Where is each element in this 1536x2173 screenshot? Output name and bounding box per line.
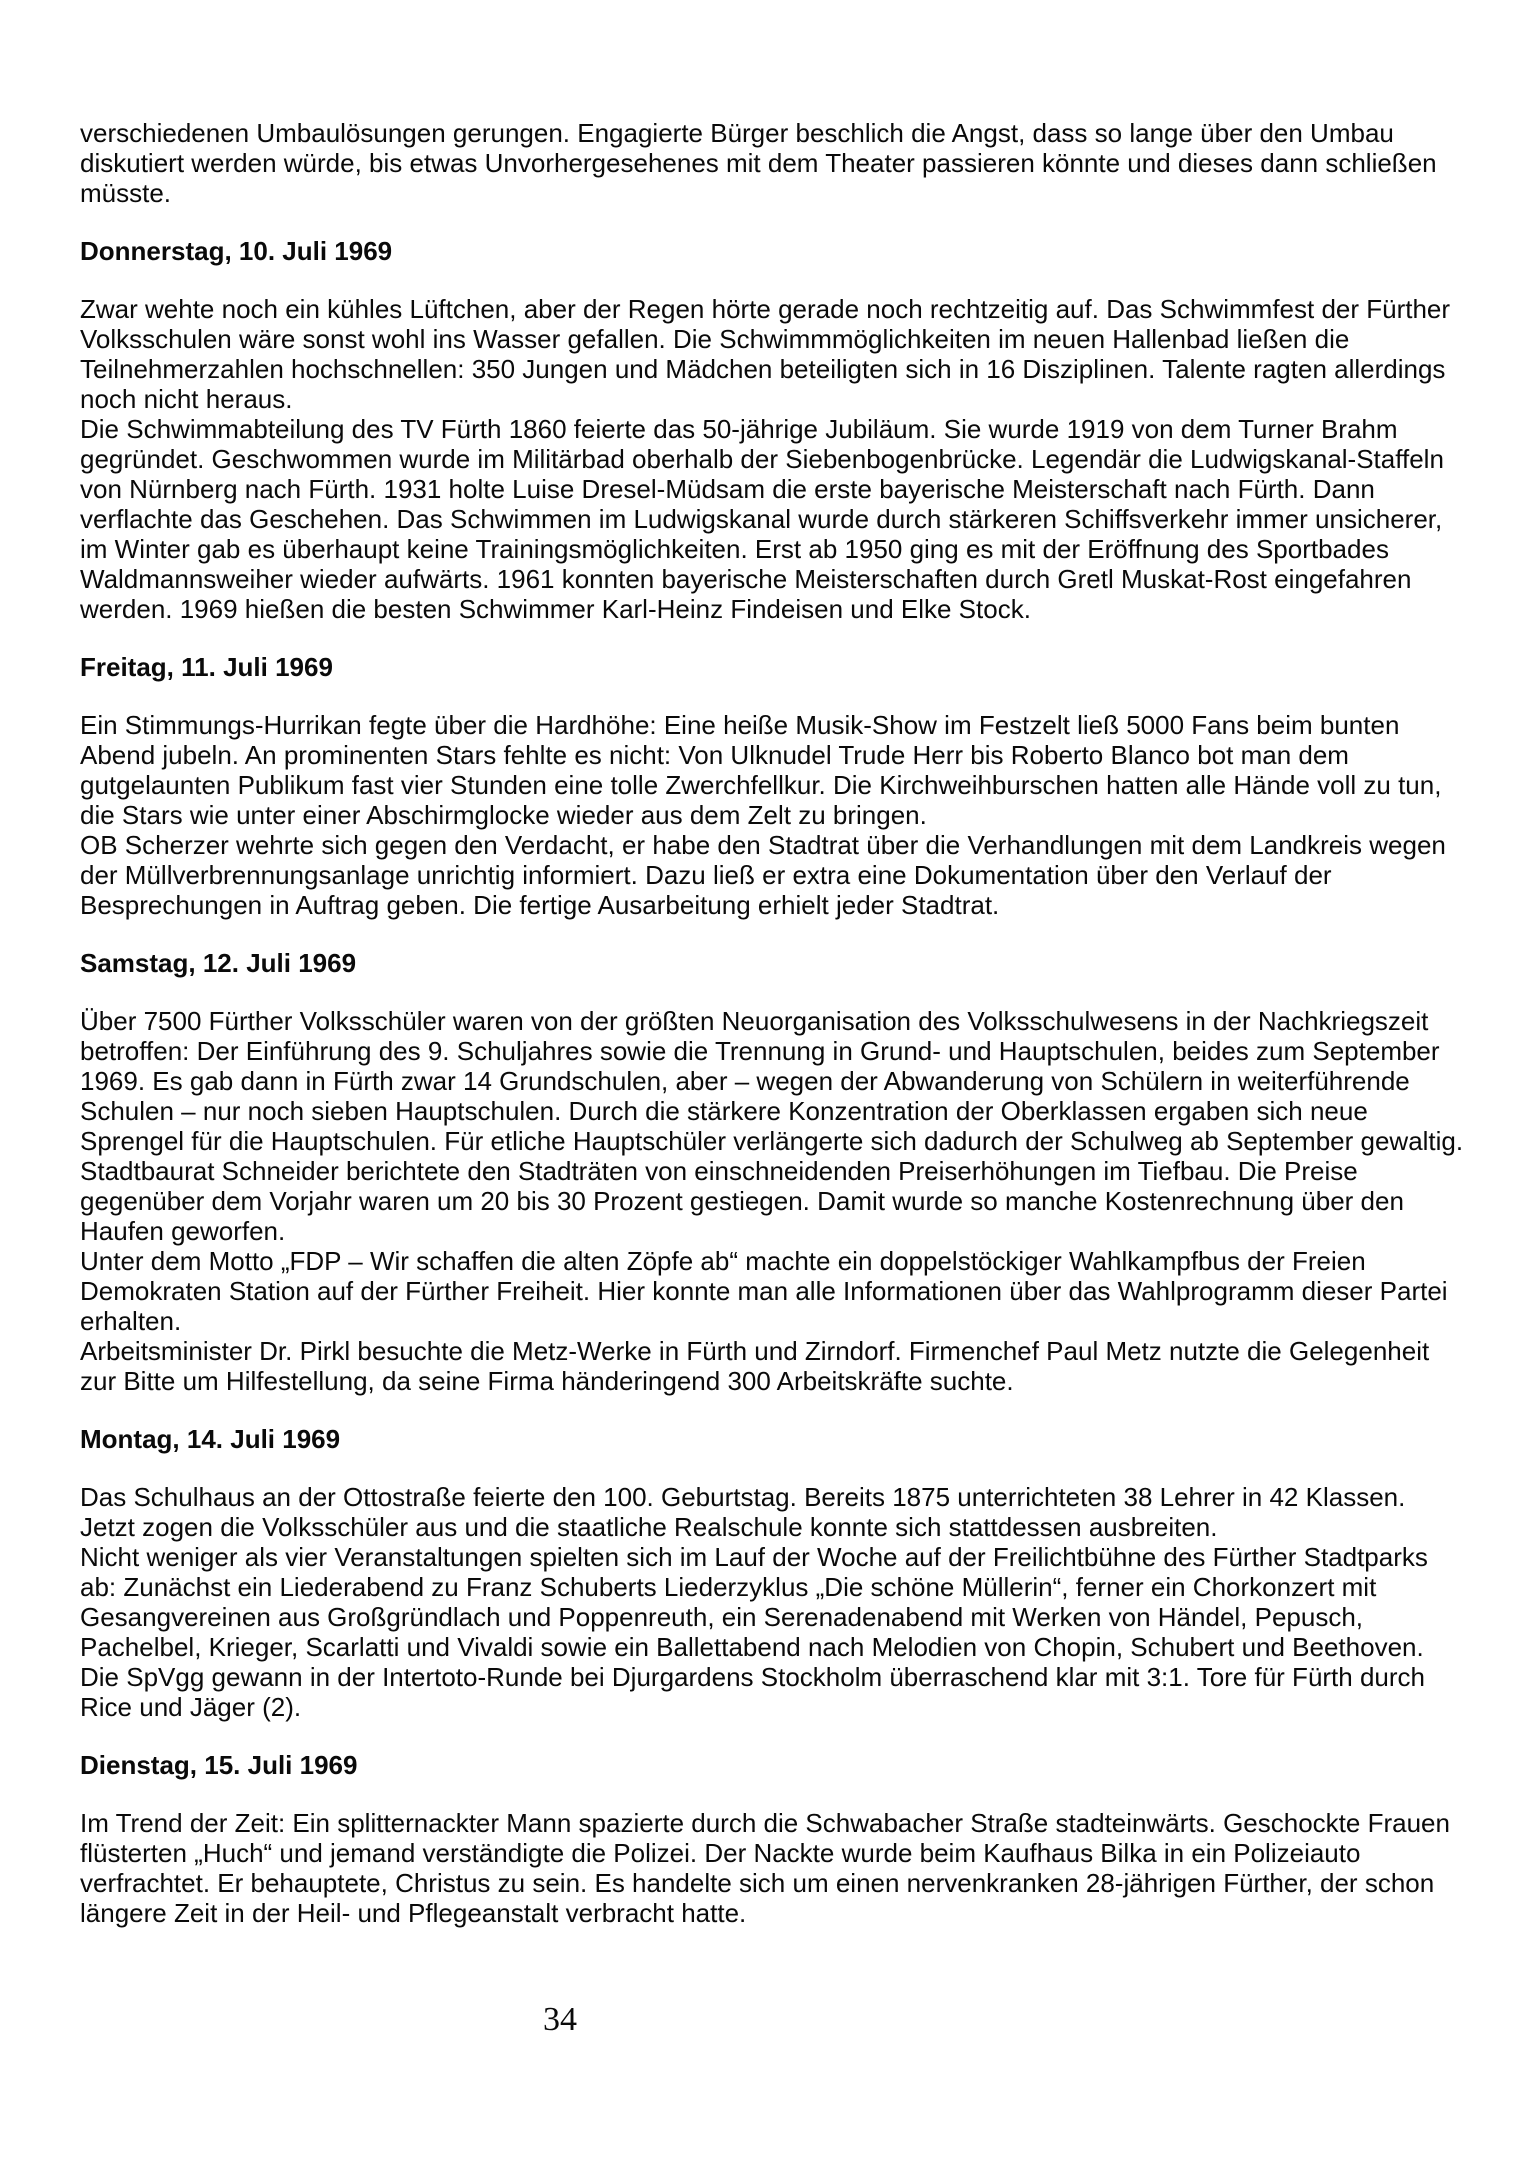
section-heading-dienstag-15-juli-1969: Dienstag, 15. Juli 1969 bbox=[80, 1750, 358, 1780]
paragraph: Im Trend der Zeit: Ein splitternackter Mann spazierte durch die Schwabacher Straße stadteinwärts. Geschockte Frauen flüsterten „Huch“ und jemand verständigte die Polizei. Der Nackte wurde beim Kaufhaus Bilka in ein Polizeiauto verfrachtet. Er behauptete, Christus zu sein. Es handelte sich um einen nervenkranken 28-jährigen Fürther, der schon längere Zeit in der Heil- und Pflegeanstalt verbracht hatte. bbox=[80, 1808, 1450, 1928]
paragraph: Die Schwimmabteilung des TV Fürth 1860 feierte das 50-jährige Jubiläum. Sie wurde 1919 von dem Turner Brahm gegründet. Geschwommen wurde im Militärbad oberhalb der Siebenbogenbrücke. Legendär die Ludwigskanal-Staffeln von Nürnberg nach Fürth. 1931 holte Luise Dresel-Müdsam die erste bayerische Meisterschaft nach Fürth. Dann verflachte das Geschehen. Das Schwimmen im Ludwigskanal wurde durch stärkeren Schiffsverkehr immer unsicherer, im Winter gab es überhaupt keine Trainingsmöglichkeiten. Erst ab 1950 ging es mit der Eröffnung des Sportbades Waldmannsweiher wieder aufwärts. 1961 konnten bayerische Meisterschaften durch Gretl Muskat-Rost eingefahren werden. 1969 hießen die besten Schwimmer Karl-Heinz Findeisen und Elke Stock. bbox=[80, 414, 1444, 624]
section-heading-donnerstag-10-juli-1969: Donnerstag, 10. Juli 1969 bbox=[80, 236, 393, 266]
continuation-paragraph: verschiedenen Umbaulösungen gerungen. Engagierte Bürger beschlich die Angst, dass so lange über den Umbau diskutiert werden würde, bis etwas Unvorhergesehenes mit dem Theater passieren könnte und dieses dann schließen müsste. bbox=[80, 118, 1437, 208]
paragraph: Das Schulhaus an der Ottostraße feierte den 100. Geburtstag. Bereits 1875 unterrichteten 38 Lehrer in 42 Klassen. Jetzt zogen die Volksschüler aus und die staatliche Realschule konnte sich stattdessen ausbreiten. bbox=[80, 1482, 1406, 1542]
paragraph: Unter dem Motto „FDP – Wir schaffen die alten Zöpfe ab“ machte ein doppelstöckiger Wahlkampfbus der Freien Demokraten Station auf der Fürther Freiheit. Hier konnte man alle Informationen über das Wahlprogramm dieser Partei erhalten. bbox=[80, 1246, 1448, 1336]
section-heading-samstag-12-juli-1969: Samstag, 12. Juli 1969 bbox=[80, 948, 357, 978]
paragraph: Über 7500 Fürther Volksschüler waren von der größten Neuorganisation des Volksschulwesens in der Nachkriegszeit betroffen: Der Einführung des 9. Schuljahres sowie die Trennung in Grund- und Hauptschulen, beides zum September 1969. Es gab dann in Fürth zwar 14 Grundschulen, aber – wegen der Abwanderung von Schülern in weiterführende Schulen – nur noch sieben Hauptschulen. Durch die stärkere Konzentration der Oberklassen ergaben sich neue Sprengel für die Hauptschulen. Für etliche Hauptschüler verlängerte sich dadurch der Schulweg ab September gewaltig. bbox=[80, 1006, 1464, 1156]
paragraph: Arbeitsminister Dr. Pirkl besuchte die Metz-Werke in Fürth und Zirndorf. Firmenchef Paul Metz nutzte die Gelegenheit zur Bitte um Hilfestellung, da seine Firma händeringend 300 Arbeitskräfte suchte. bbox=[80, 1336, 1430, 1396]
paragraph: Die SpVgg gewann in der Intertoto-Runde bei Djurgardens Stockholm überraschend klar mit 3:1. Tore für Fürth durch Rice und Jäger (2). bbox=[80, 1662, 1426, 1722]
page-content bbox=[80, 118, 1464, 1928]
paragraph: OB Scherzer wehrte sich gegen den Verdacht, er habe den Stadtrat über die Verhandlungen mit dem Landkreis wegen der Müllverbrennungsanlage unrichtig informiert. Dazu ließ er extra eine Dokumentation über den Verlauf der Besprechungen in Auftrag geben. Die fertige Ausarbeitung erhielt jeder Stadtrat. bbox=[80, 830, 1446, 920]
paragraph: Stadtbaurat Schneider berichtete den Stadträten von einschneidenden Preiserhöhungen im Tiefbau. Die Preise gegenüber dem Vorjahr waren um 20 bis 30 Prozent gestiegen. Damit wurde so manche Kostenrechnung über den Haufen geworfen. bbox=[80, 1156, 1404, 1246]
paragraph: Ein Stimmungs-Hurrikan fegte über die Hardhöhe: Eine heiße Musik-Show im Festzelt ließ 5000 Fans beim bunten Abend jubeln. An prominenten Stars fehlte es nicht: Von Ulknudel Trude Herr bis Roberto Blanco bot man dem gutgelaunten Publikum fast vier Stunden eine tolle Zwerchfellkur. Die Kirchweihburschen hatten alle Hände voll zu tun, die Stars wie unter einer Abschirmglocke wieder aus dem Zelt zu bringen. bbox=[80, 710, 1442, 830]
section-heading-freitag-11-juli-1969: Freitag, 11. Juli 1969 bbox=[80, 652, 333, 682]
paragraph: Nicht weniger als vier Veranstaltungen spielten sich im Lauf der Woche auf der Freilichtbühne des Fürther Stadtparks ab: Zunächst ein Liederabend zu Franz Schuberts Liederzyklus „Die schöne Müllerin“, ferner ein Chorkonzert mit Gesangvereinen aus Großgründlach und Poppenreuth, ein Serenadenabend mit Werken von Händel, Pepusch, Pachelbel, Krieger, Scarlatti und Vivaldi sowie ein Ballettabend nach Melodien von Chopin, Schubert und Beethoven. bbox=[80, 1542, 1428, 1662]
section-heading-montag-14-juli-1969: Montag, 14. Juli 1969 bbox=[80, 1424, 341, 1454]
paragraph: Zwar wehte noch ein kühles Lüftchen, aber der Regen hörte gerade noch rechtzeitig auf. Das Schwimmfest der Fürther Volksschulen wäre sonst wohl ins Wasser gefallen. Die Schwimmmöglichkeiten im neuen Hallenbad ließen die Teilnehmerzahlen hochschnellen: 350 Jungen und Mädchen beteiligten sich in 16 Disziplinen. Talente ragten allerdings noch nicht heraus. bbox=[80, 294, 1451, 414]
page-number: 34 bbox=[543, 2001, 577, 2038]
